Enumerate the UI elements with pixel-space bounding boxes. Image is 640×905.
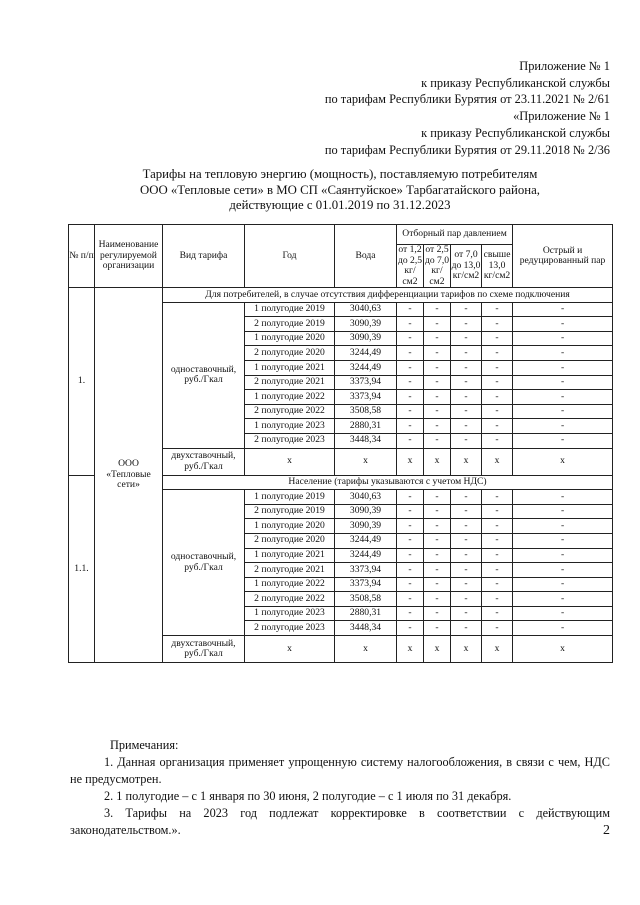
period-cell: 2 полугодие 2019 [245, 504, 335, 519]
dash-cell: - [513, 317, 613, 332]
note-item: 1. Данная организация применяет упрощенную систему налогообложения, в связи с чем, НДС не предусмотрен. [70, 755, 610, 786]
period-cell: 1 полугодие 2019 [245, 490, 335, 505]
water-value: 3090,39 [335, 519, 397, 534]
document-title [70, 167, 610, 214]
dash-cell: - [451, 519, 482, 534]
dash-cell: - [397, 577, 424, 592]
dash-cell: - [424, 404, 451, 419]
dash-cell: - [513, 592, 613, 607]
period-cell: 1 полугодие 2023 [245, 419, 335, 434]
dash-cell: - [482, 563, 513, 578]
period-cell: 1 полугодие 2019 [245, 302, 335, 317]
row-number: 1.1. [69, 475, 95, 663]
x-cell: x [513, 448, 613, 475]
dash-cell: - [482, 519, 513, 534]
header-num: № п/п [69, 225, 95, 288]
title-line: ООО «Тепловые сети» в МО СП «Саянтуйское» Тарбагатайского района, [139, 182, 541, 197]
dash-cell: - [397, 504, 424, 519]
org-name: ООО «Тепловые сети» [95, 288, 163, 663]
dash-cell: - [482, 375, 513, 390]
dash-cell: - [451, 302, 482, 317]
note-item: 3. Тарифы на 2023 год подлежат корректировке в соответствии с действующим законодательством.». [70, 806, 610, 837]
x-cell: x [397, 636, 424, 663]
dash-cell: - [424, 360, 451, 375]
dash-cell: - [451, 375, 482, 390]
x-cell: x [451, 448, 482, 475]
header-water: Вода [335, 225, 397, 288]
dash-cell: - [451, 592, 482, 607]
header-year: Год [245, 225, 335, 288]
dash-cell: - [513, 346, 613, 361]
dash-cell: - [397, 302, 424, 317]
tariff-two-rate: двухставочный, руб./Гкал [163, 448, 245, 475]
x-cell: x [482, 636, 513, 663]
title-line: действующие с 01.01.2019 по 31.12.2023 [229, 198, 451, 212]
x-cell: x [245, 448, 335, 475]
dash-cell: - [513, 433, 613, 448]
water-value: 2880,31 [335, 419, 397, 434]
dash-cell: - [397, 346, 424, 361]
water-value: 2880,31 [335, 606, 397, 621]
dash-cell: - [397, 390, 424, 405]
dash-cell: - [397, 592, 424, 607]
tariff-two-rate: двухставочный, руб./Гкал [163, 636, 245, 663]
dash-cell: - [451, 419, 482, 434]
water-value: 3373,94 [335, 563, 397, 578]
dash-cell: - [513, 577, 613, 592]
dash-cell: - [482, 577, 513, 592]
dash-cell: - [451, 548, 482, 563]
dash-cell: - [451, 533, 482, 548]
dash-cell: - [424, 504, 451, 519]
dash-cell: - [451, 606, 482, 621]
dash-cell: - [451, 360, 482, 375]
dash-cell: - [482, 404, 513, 419]
dash-cell: - [424, 563, 451, 578]
dash-cell: - [397, 433, 424, 448]
dash-cell: - [397, 419, 424, 434]
dash-cell: - [513, 490, 613, 505]
dash-cell: - [513, 331, 613, 346]
period-cell: 2 полугодие 2019 [245, 317, 335, 332]
period-cell: 1 полугодие 2020 [245, 331, 335, 346]
dash-cell: - [513, 519, 613, 534]
title-line: Тарифы на тепловую энергию (мощность), поставляемую потребителям [142, 167, 538, 181]
water-value: 3090,39 [335, 504, 397, 519]
period-cell: 2 полугодие 2020 [245, 533, 335, 548]
dash-cell: - [513, 302, 613, 317]
dash-cell: - [397, 519, 424, 534]
dash-cell: - [424, 548, 451, 563]
dash-cell: - [513, 504, 613, 519]
dash-cell: - [482, 346, 513, 361]
dash-cell: - [451, 490, 482, 505]
dash-cell: - [424, 419, 451, 434]
dash-cell: - [424, 592, 451, 607]
dash-cell: - [513, 375, 613, 390]
header-line: к приказу Республиканской службы [421, 125, 610, 140]
header-line: к приказу Республиканской службы [421, 75, 610, 90]
dash-cell: - [397, 331, 424, 346]
section-caption: Для потребителей, в случае отсутствия дифференциации тарифов по схеме подключения [163, 288, 613, 303]
header-pressure-4: свыше 13,0 кг/см2 [482, 245, 513, 288]
notes-title: Примечания: [110, 738, 179, 752]
dash-cell: - [513, 404, 613, 419]
dash-cell: - [397, 490, 424, 505]
period-cell: 2 полугодие 2021 [245, 375, 335, 390]
water-value: 3448,34 [335, 621, 397, 636]
header-line: по тарифам Республики Бурятия от 29.11.2018 № 2/36 [324, 142, 610, 157]
dash-cell: - [513, 360, 613, 375]
period-cell: 1 полугодие 2020 [245, 519, 335, 534]
dash-cell: - [397, 621, 424, 636]
x-cell: x [482, 448, 513, 475]
header-sharp-steam: Острый и редуцированный пар [513, 225, 613, 288]
water-value: 3040,63 [335, 490, 397, 505]
dash-cell: - [397, 404, 424, 419]
dash-cell: - [482, 621, 513, 636]
dash-cell: - [397, 360, 424, 375]
dash-cell: - [451, 331, 482, 346]
x-cell: x [335, 636, 397, 663]
period-cell: 2 полугодие 2022 [245, 592, 335, 607]
period-cell: 2 полугодие 2023 [245, 621, 335, 636]
dash-cell: - [513, 548, 613, 563]
header-pressure-3: от 7,0 до 13,0 кг/см2 [451, 245, 482, 288]
tariff-table [68, 224, 613, 663]
dash-cell: - [482, 533, 513, 548]
water-value: 3373,94 [335, 390, 397, 405]
water-value: 3373,94 [335, 577, 397, 592]
dash-cell: - [424, 302, 451, 317]
dash-cell: - [424, 390, 451, 405]
period-cell: 2 полугодие 2020 [245, 346, 335, 361]
x-cell: x [245, 636, 335, 663]
appendix-header [325, 58, 610, 158]
period-cell: 2 полугодие 2023 [245, 433, 335, 448]
dash-cell: - [482, 433, 513, 448]
dash-cell: - [513, 621, 613, 636]
x-cell: x [424, 636, 451, 663]
water-value: 3244,49 [335, 533, 397, 548]
header-pressure-2: от 2,5 до 7,0 кг/см2 [424, 244, 450, 287]
dash-cell: - [424, 490, 451, 505]
dash-cell: - [513, 563, 613, 578]
dash-cell: - [451, 404, 482, 419]
dash-cell: - [513, 419, 613, 434]
dash-cell: - [451, 504, 482, 519]
header-line: «Приложение № 1 [513, 109, 610, 124]
dash-cell: - [482, 331, 513, 346]
water-value: 3448,34 [335, 433, 397, 448]
water-value: 3508,58 [335, 404, 397, 419]
period-cell: 1 полугодие 2022 [245, 577, 335, 592]
dash-cell: - [424, 317, 451, 332]
x-cell: x [451, 636, 482, 663]
water-value: 3244,49 [335, 360, 397, 375]
dash-cell: - [424, 375, 451, 390]
period-cell: 1 полугодие 2021 [245, 360, 335, 375]
dash-cell: - [482, 390, 513, 405]
dash-cell: - [424, 331, 451, 346]
tariff-one-rate: одноставочный, руб./Гкал [163, 490, 245, 636]
period-cell: 1 полугодие 2023 [245, 606, 335, 621]
x-cell: x [335, 448, 397, 475]
dash-cell: - [482, 592, 513, 607]
dash-cell: - [513, 606, 613, 621]
header-line: по тарифам Республики Бурятия от 23.11.2021 № 2/61 [324, 92, 610, 107]
note-item: 2. 1 полугодие – с 1 января по 30 июня, 2 полугодие – с 1 июля по 31 декабря. [104, 789, 512, 803]
period-cell: 2 полугодие 2022 [245, 404, 335, 419]
dash-cell: - [451, 346, 482, 361]
dash-cell: - [451, 317, 482, 332]
notes-block [70, 737, 610, 839]
dash-cell: - [482, 548, 513, 563]
period-cell: 1 полугодие 2021 [245, 548, 335, 563]
dash-cell: - [397, 533, 424, 548]
dash-cell: - [482, 504, 513, 519]
water-value: 3508,58 [335, 592, 397, 607]
water-value: 3244,49 [335, 548, 397, 563]
header-org: Наименование регулируемой организации [95, 225, 163, 288]
dash-cell: - [451, 577, 482, 592]
dash-cell: - [397, 606, 424, 621]
page-number: 2 [603, 823, 610, 838]
dash-cell: - [482, 490, 513, 505]
dash-cell: - [397, 375, 424, 390]
dash-cell: - [424, 346, 451, 361]
section-caption: Население (тарифы указываются с учетом НДС) [163, 475, 613, 490]
dash-cell: - [451, 433, 482, 448]
water-value: 3090,39 [335, 317, 397, 332]
dash-cell: - [424, 577, 451, 592]
dash-cell: - [424, 606, 451, 621]
dash-cell: - [424, 533, 451, 548]
header-tariff-type: Вид тарифа [163, 225, 245, 288]
dash-cell: - [397, 548, 424, 563]
header-pressure-1: от 1,2 до 2,5 кг/см2 [397, 244, 423, 287]
dash-cell: - [451, 621, 482, 636]
x-cell: x [424, 448, 451, 475]
header-steam: Отборный пар давлением [397, 225, 513, 245]
dash-cell: - [397, 563, 424, 578]
dash-cell: - [482, 606, 513, 621]
dash-cell: - [482, 317, 513, 332]
x-cell: x [513, 636, 613, 663]
dash-cell: - [482, 419, 513, 434]
period-cell: 2 полугодие 2021 [245, 563, 335, 578]
dash-cell: - [482, 302, 513, 317]
dash-cell: - [513, 390, 613, 405]
water-value: 3373,94 [335, 375, 397, 390]
dash-cell: - [451, 390, 482, 405]
dash-cell: - [513, 533, 613, 548]
dash-cell: - [482, 360, 513, 375]
water-value: 3244,49 [335, 346, 397, 361]
dash-cell: - [397, 317, 424, 332]
header-line: Приложение № 1 [519, 59, 610, 73]
dash-cell: - [424, 621, 451, 636]
table-header-row [69, 225, 613, 245]
dash-cell: - [451, 563, 482, 578]
water-value: 3090,39 [335, 331, 397, 346]
water-value: 3040,63 [335, 302, 397, 317]
x-cell: x [397, 448, 424, 475]
period-cell: 1 полугодие 2022 [245, 390, 335, 405]
row-number: 1. [69, 288, 95, 476]
tariff-one-rate: одноставочный, руб./Гкал [163, 302, 245, 448]
section-caption-row [69, 288, 613, 303]
dash-cell: - [424, 519, 451, 534]
dash-cell: - [424, 433, 451, 448]
